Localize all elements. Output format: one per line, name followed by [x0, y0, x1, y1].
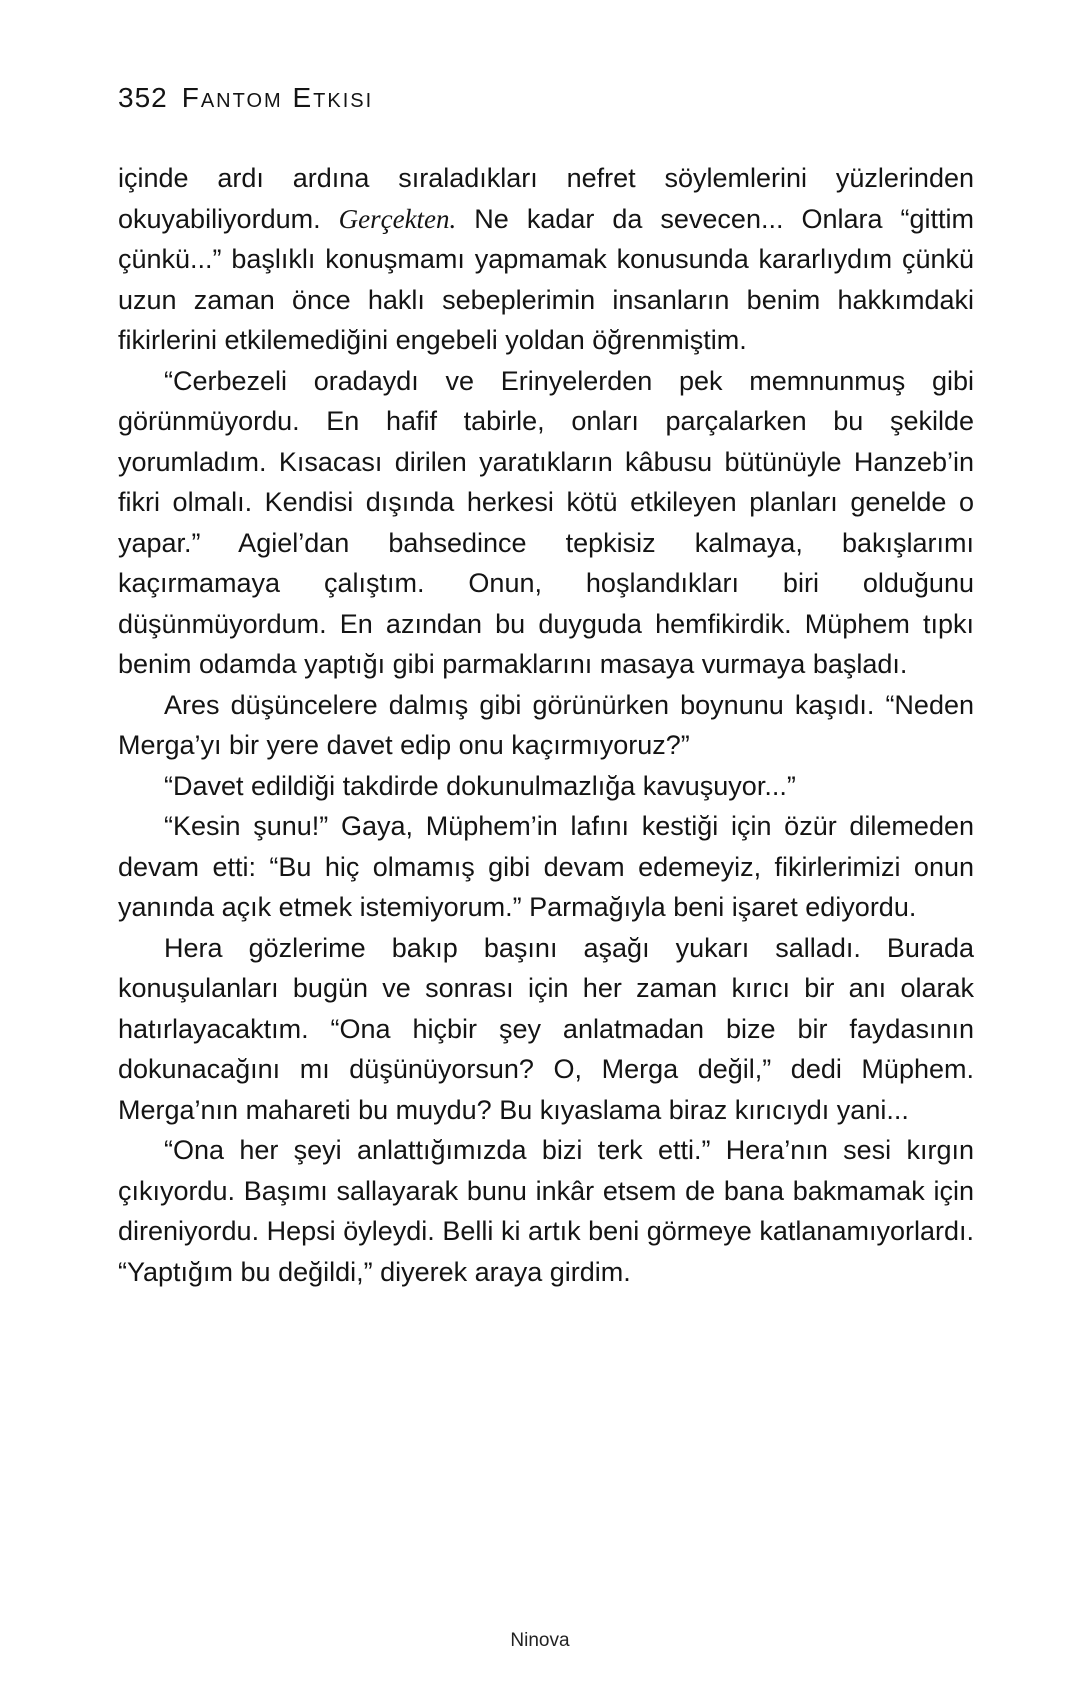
- paragraph-1-italic: Gerçekten.: [338, 203, 457, 234]
- page-number: 352: [118, 82, 168, 113]
- paragraph-5: “Kesin şunu!” Gaya, Müphem’in lafını kestiği için özür dilemeden devam etti: “Bu hiç olmamış gibi devam edemeyiz, fikirlerimizi onun yanında açık etmek istemiyorum.” Parmağıyla beni işaret ediyordu.: [118, 811, 974, 922]
- paragraph-6: Hera gözlerime bakıp başını aşağı yukarı salladı. Burada konuşulanları bugün ve sonrası için her zaman kırıcı bir anı olarak hatırlayacaktım. “Ona hiçbir şey anlatmadan bize bir faydasının dokunacağını mı düşünüyorsun? O, Merga değil,” dedi Müphem. Merga’nın mahareti bu muydu? Bu kıyaslama biraz kırıcıydı yani...: [118, 932, 974, 1125]
- paragraph-1-text-end: Ne kadar da sevecen... Onlara “gittim çünkü...” başlıklı konuşmamı yapmamak konusunda kararlıydım çünkü uzun zaman önce haklı sebeplerimin insanların benim hakkımdaki fikirlerini etkilemediğini engebeli yoldan öğrenmiştim.: [118, 203, 975, 355]
- book-title: Fantom Etkisi: [181, 82, 374, 113]
- running-header: [118, 82, 958, 128]
- paragraph-1: [118, 158, 974, 361]
- paragraph-3: Ares düşüncelere dalmış gibi görünürken boynunu kaşıdı. “Neden Merga’yı bir yere davet edip onu kaçırmıyoruz?”: [118, 689, 974, 760]
- paragraph-4: “Davet edildiği takdirde dokunulmazlığa kavuşuyor...”: [164, 770, 796, 801]
- body-text: [118, 158, 974, 1292]
- paragraph-2: “Cerbezeli oradaydı ve Erinyelerden pek memnunmuş gibi görünmüyordu. En hafif tabirle, onları parçalarken bu şekilde yorumladım. Kısacası dirilen yaratıkların kâbusu bütünüyle Hanzeb’in fikri olmalı. Kendisi dışında herkesi kötü etkileyen planları genelde o yapar.” Agiel’dan bahsedince tepkisiz kalmaya, bakışlarımı kaçırmamaya çalıştım. Onun, hoşlandıkları biri olduğunu düşünmüyordum. En azından bu duyguda hemfikirdik. Müphem tıpkı benim odamda yaptığı gibi parmaklarını masaya vurmaya başladı.: [118, 365, 974, 679]
- publisher-footer: Ninova: [510, 1630, 570, 1651]
- paragraph-7: “Ona her şeyi anlattığımızda bizi terk etti.” Hera’nın sesi kırgın çıkıyordu. Başımı sallayarak bunu inkâr etsem de bana bakmamak için direniyordu. Hepsi öyleydi. Belli ki artık beni görmeye katlanamıyorlardı. “Yaptığım bu değildi,” diyerek araya girdim.: [118, 1135, 974, 1287]
- paragraph-1-text-start: içinde ardı ardına sıraladıkları nefret söylemlerini yüzlerinden okuyabiliyordum.: [118, 163, 974, 234]
